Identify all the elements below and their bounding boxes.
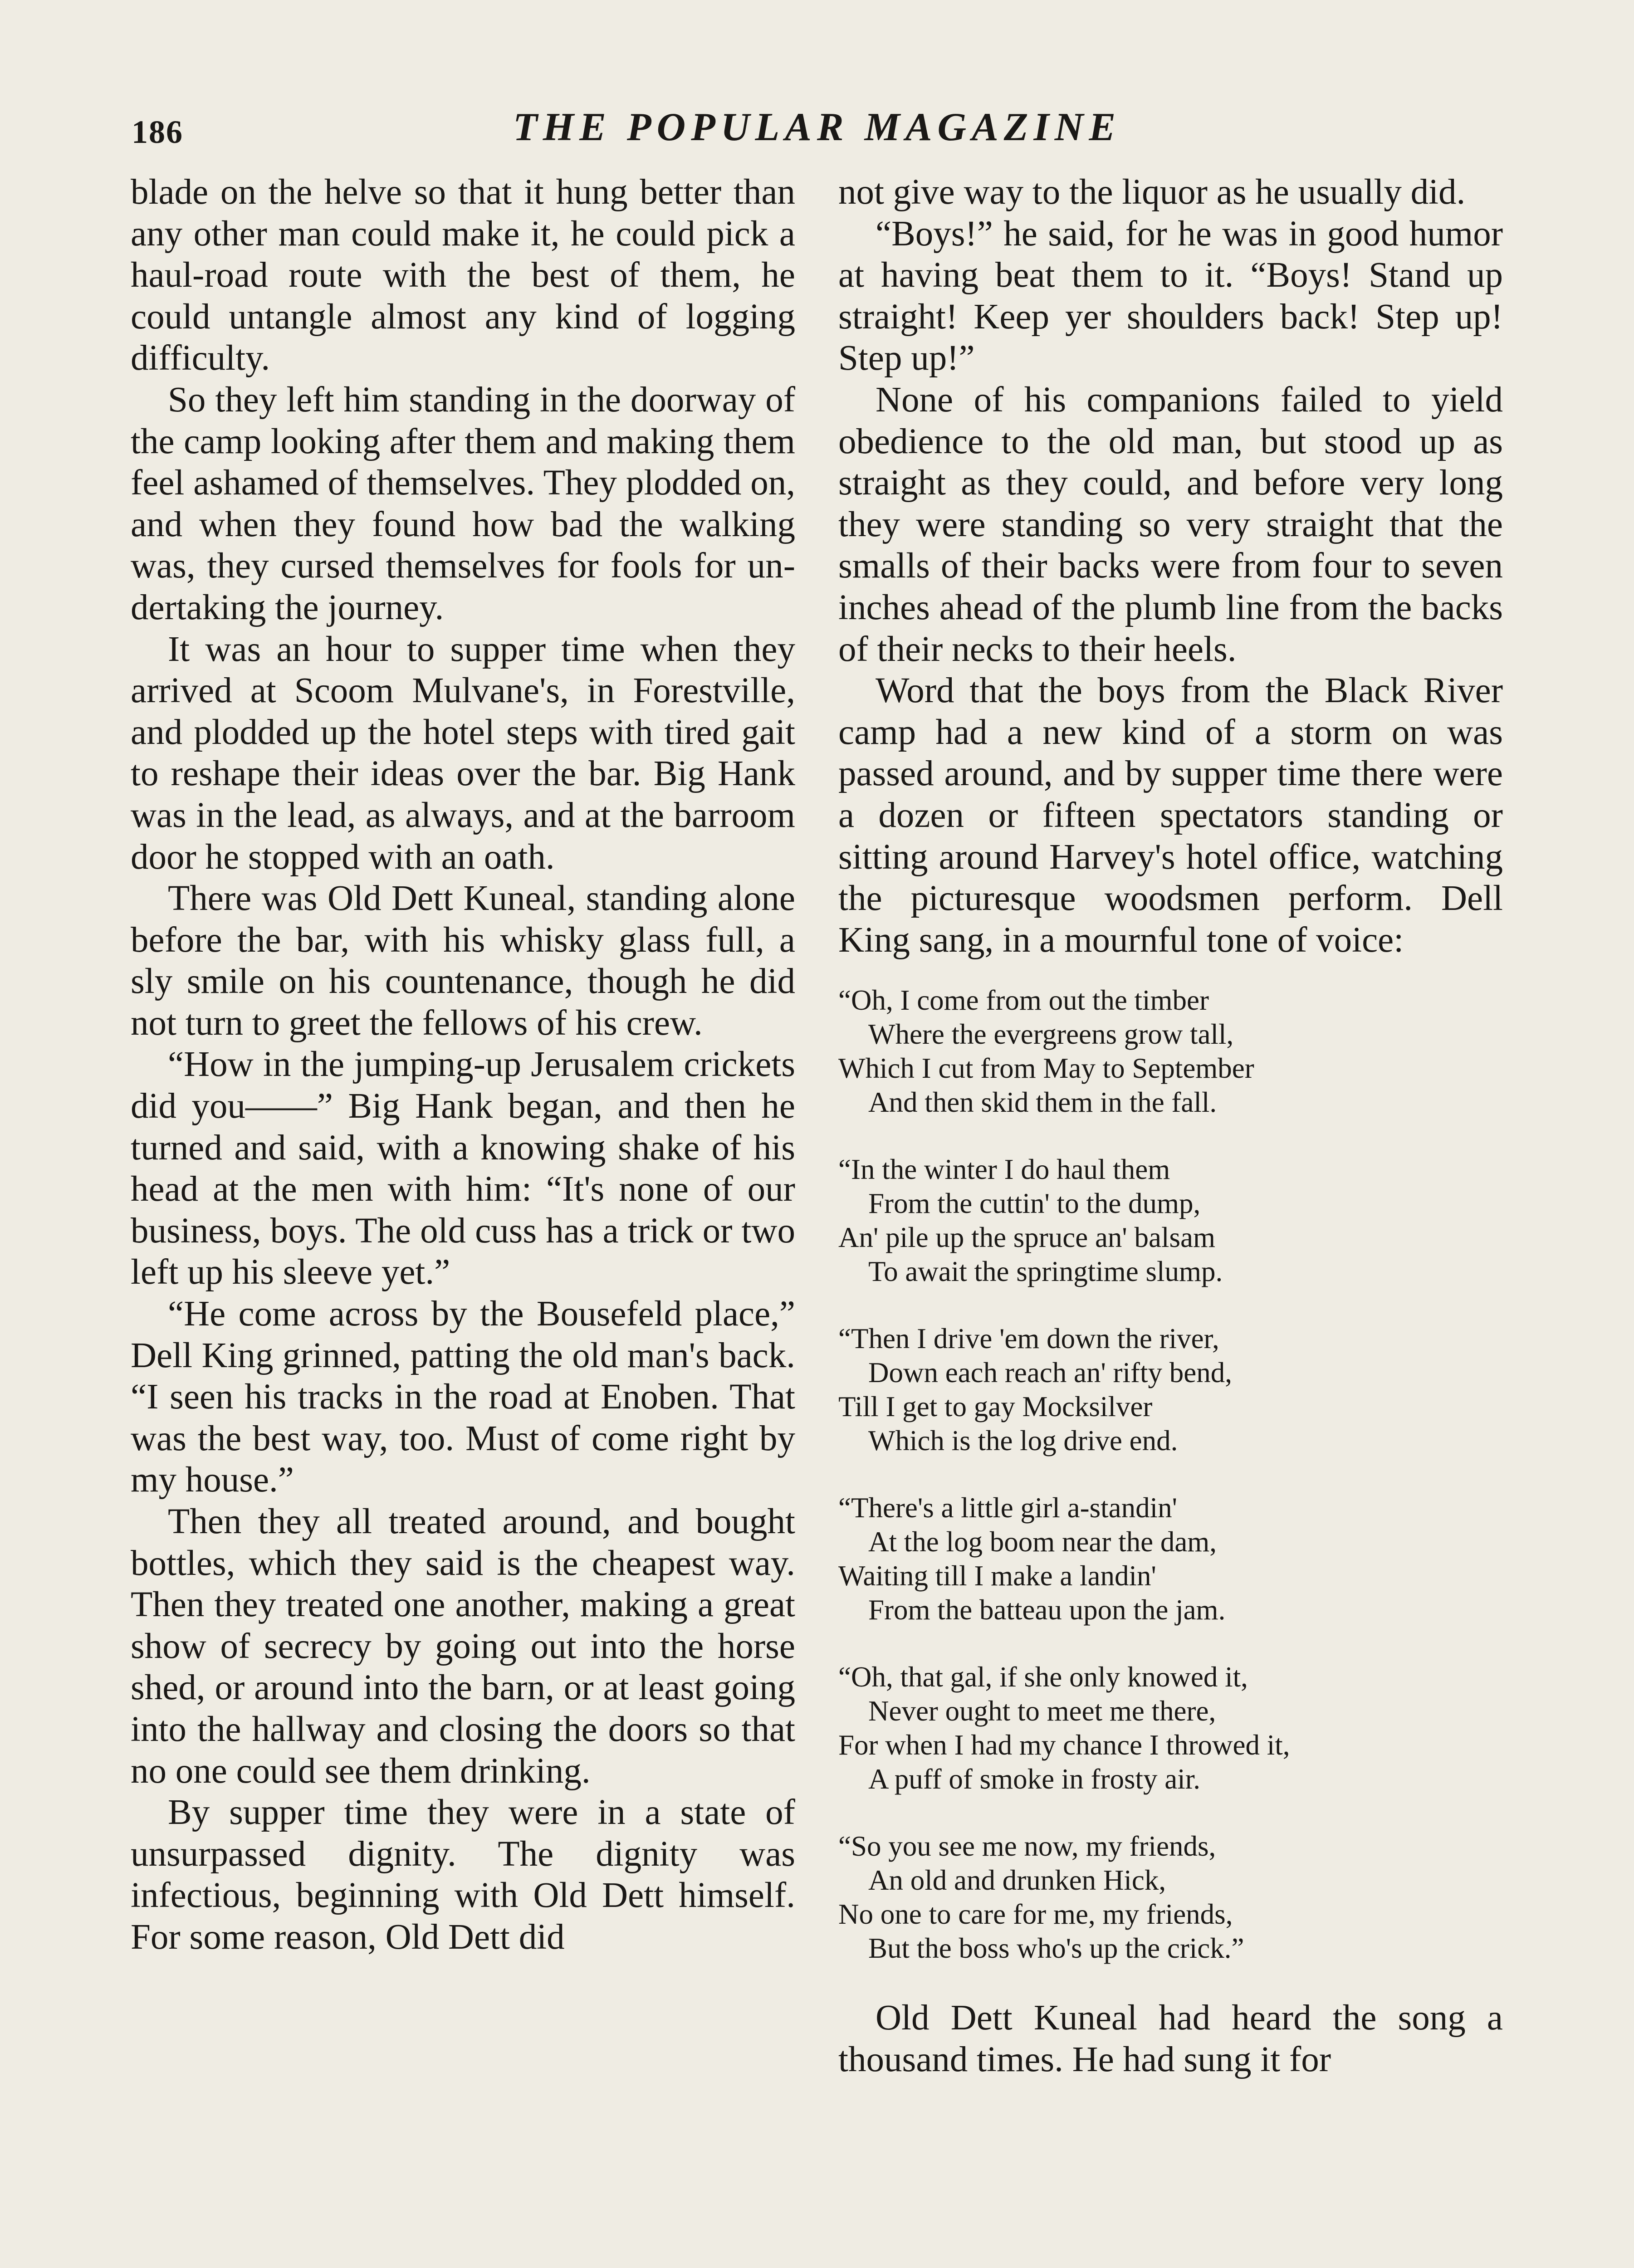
verse-line: Which I cut from May to September bbox=[838, 1052, 1254, 1085]
paragraph: Then they all treated around, and bought bottles, which they said is the cheapest way. Then they treated one another, making a great show of secrecy by going out into the horse shed, or around into the barn, or at least going into the hallway and closing the doors so that no one could see them drinking. bbox=[131, 1502, 795, 1791]
paragraph: It was an hour to supper time when they arrived at Scoom Mulvane's, in Forestville, and plodded up the hotel steps with tired gait to reshape their ideas over the bar. Big Hank was in the lead, as always, and at the barroom door he stopped with an oath. bbox=[131, 629, 795, 877]
paragraph: There was Old Dett Kuneal, standing alone before the bar, with his whisky glass full, a sly smile on his countenance, though he did not turn to greet the fellows of his crew. bbox=[131, 879, 795, 1043]
stanza bbox=[838, 1491, 1503, 1627]
verse-line: A puff of smoke in frosty air. bbox=[868, 1763, 1201, 1795]
verse-line: No one to care for me, my friends, bbox=[838, 1898, 1233, 1931]
verse-line: To await the springtime slump. bbox=[868, 1256, 1223, 1288]
verse-line: “There's a little girl a-standin' bbox=[838, 1492, 1177, 1524]
verse-line: “In the winter I do haul them bbox=[838, 1154, 1170, 1186]
page-header bbox=[0, 104, 1634, 159]
verse-line: “Then I drive 'em down the river, bbox=[838, 1323, 1219, 1355]
paragraph: Word that the boys from the Black River camp had a new kind of a storm on was passed around, and by supper time there were a dozen or fifteen spectators standing or sitting around Harvey's hotel office, watching the picturesque woodsmen perform. Dell King sang, in a mournful tone of voice: bbox=[838, 671, 1503, 960]
verse-line: From the cuttin' to the dump, bbox=[868, 1188, 1201, 1220]
paragraph: not give way to the liquor as he usually did. bbox=[838, 172, 1466, 212]
stanza bbox=[838, 983, 1503, 1119]
paragraph: blade on the helve so that it hung better than any other man could make it, he could pick a haul-road route with the best of them, he could untangle almost any kind of logging difficulty. bbox=[131, 172, 795, 378]
verse-line: Where the evergreens grow tall, bbox=[868, 1018, 1234, 1051]
verse-line: Waiting till I make a landin' bbox=[838, 1560, 1156, 1592]
verse-line: “Oh, that gal, if she only knowed it, bbox=[838, 1661, 1248, 1693]
stanza bbox=[838, 1829, 1503, 1965]
verse-line: Which is the log drive end. bbox=[868, 1425, 1178, 1457]
left-column bbox=[131, 171, 795, 1958]
paragraph: By supper time they were in a state of unsurpassed dignity. The dignity was infectious, beginning with Old Dett himself. For some reason, Old Dett did bbox=[131, 1793, 795, 1957]
stanza bbox=[838, 1153, 1503, 1289]
paragraph: So they left him standing in the doorway of the camp looking after them and making them feel ashamed of themselves. They plodded on, and when they found how bad the walking was, they cursed themselves for fools for undertaking the journey. bbox=[131, 380, 795, 627]
verse-line: For when I had my chance I throwed it, bbox=[838, 1729, 1290, 1761]
right-column bbox=[838, 171, 1503, 2080]
verse-line: An' pile up the spruce an' balsam bbox=[838, 1222, 1215, 1254]
paragraph: Old Dett Kuneal had heard the song a thousand times. He had sung it for bbox=[838, 1998, 1503, 2079]
verse-line: From the batteau upon the jam. bbox=[868, 1594, 1226, 1626]
verse-line: “Oh, I come from out the timber bbox=[838, 984, 1209, 1017]
verse-line: And then skid them in the fall. bbox=[868, 1086, 1217, 1119]
stanza bbox=[838, 1322, 1503, 1458]
verse-line: But the boss who's up the crick.” bbox=[868, 1932, 1244, 1965]
verse-line: An old and drunken Hick, bbox=[868, 1864, 1166, 1897]
page-number: 186 bbox=[132, 114, 183, 150]
verse-line: Never ought to meet me there, bbox=[868, 1695, 1216, 1727]
magazine-title: THE POPULAR MAGAZINE bbox=[513, 105, 1121, 149]
paragraph: “Boys!” he said, for he was in good humor at having beat them to it. “Boys! Stand up straight! Keep yer shoulders back! Step up! Step up!” bbox=[838, 214, 1503, 378]
verse-line: At the log boom near the dam, bbox=[868, 1526, 1217, 1558]
paragraph: None of his companions failed to yield obedience to the old man, but stood up as straight as they could, and before very long they were standing so very straight that the smalls of their backs were from four to seven inches ahead of the plumb line from the backs of their necks to their heels. bbox=[838, 380, 1503, 669]
stanza bbox=[838, 1660, 1503, 1796]
verse-line: Down each reach an' rifty bend, bbox=[868, 1357, 1232, 1389]
paragraph: “How in the jumping-up Jerusalem crickets did you——” Big Hank began, and then he turned and said, with a knowing shake of his head at the men with him: “It's none of our business, boys. The old cuss has a trick or two left up his sleeve yet.” bbox=[131, 1045, 795, 1292]
verse-line: “So you see me now, my friends, bbox=[838, 1830, 1216, 1862]
paragraph: “He come across by the Bousefeld place,” Dell King grinned, patting the old man's back. “I seen his tracks in the road at Enoben. That was the best way, too. Must of come right by my house.” bbox=[131, 1294, 795, 1500]
verse-line: Till I get to gay Mocksilver bbox=[838, 1391, 1153, 1423]
song-verse bbox=[838, 983, 1503, 1965]
